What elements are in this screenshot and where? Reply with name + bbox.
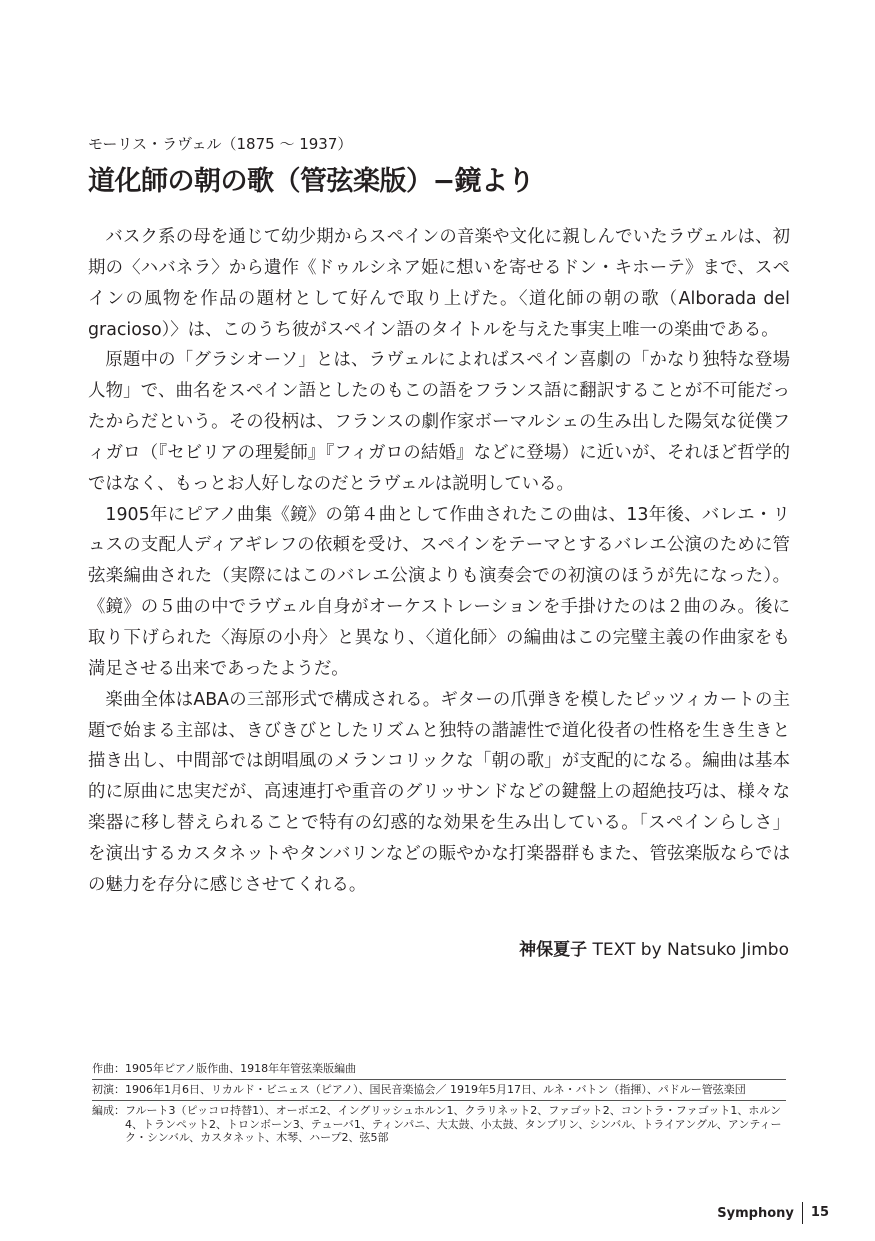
- journal-name: Symphony: [717, 1205, 794, 1221]
- page-number: 15: [802, 1202, 829, 1224]
- article-body: [88, 222, 790, 901]
- paragraph: 1905年にピアノ曲集《鏡》の第４曲として作曲されたこの曲は、13年後、バレエ・リュスの支配人ディアギレフの依頼を受け、スペインをテーマとするバレエ公演のために管弦楽編曲された（実際にはこのバレエ公演よりも演奏会での初演のほうが先になった）。《鏡》の５曲の中でラヴェル自身がオーケストレーションを手掛けたのは２曲のみ。後に取り下げられた〈海原の小舟〉と異なり、〈道化師〉の編曲はこの完璧主義の作曲家をも満足させる出来であったようだ。: [88, 504, 790, 679]
- info-label: 編成：: [92, 1104, 125, 1118]
- work-info: [92, 1059, 786, 1148]
- paragraph: 原題中の「グラシオーソ」とは、ラヴェルによればスペイン喜劇の「かなり独特な登場人物」で、曲名をスペイン語としたのもこの語をフランス語に翻訳することが不可能だったからだという。その役柄は、フランスの劇作家ボーマルシェの生み出した陽気な従僕フィガロ（『セビリアの理髪師』『フィガロの結婚』などに登場）に近いが、それほど哲学的ではなく、もっとお人好しなのだとラヴェルは説明している。: [88, 350, 790, 494]
- page-footer: [717, 1201, 829, 1225]
- author-name: 神保夏子: [519, 940, 588, 960]
- info-value: 1905年ピアノ版作曲、1918年年管弦楽版編曲: [125, 1062, 357, 1075]
- info-row-scoring: [92, 1101, 786, 1148]
- info-row-composed: [92, 1059, 786, 1080]
- author-credit: [519, 936, 789, 964]
- paragraph: 楽曲全体はABAの三部形式で構成される。ギターの爪弾きを模したピッツィカートの主題で始まる主部は、きびきびとしたリズムと独特の諧謔性で道化役者の性格を生き生きと描き出し、中間部では朗唱風のメランコリックな「朝の歌」が支配的になる。編曲は基本的に原曲に忠実だが、高速連打や重音のグリッサンドなどの鍵盤上の超絶技巧は、様々な楽器に移し替えられることで特有の幻惑的な効果を生み出している。「スペインらしさ」を演出するカスタネットやタンバリンなどの賑やかな打楽器群もまた、管弦楽版ならではの魅力を存分に感じさせてくれる。: [88, 689, 790, 895]
- composer-line: モーリス・ラヴェル（1875 〜 1937）: [88, 135, 353, 153]
- info-value: 1906年1月6日、リカルド・ビニェス（ピアノ）、国民音楽協会／ 1919年5月17日、ルネ・バトン（指揮）、パドルー管弦楽団: [125, 1083, 746, 1097]
- piece-title: 道化師の朝の歌（管弦楽版）−鏡より: [88, 166, 535, 197]
- info-label: 初演：: [92, 1083, 125, 1097]
- info-value: フルート3（ピッコロ持替1）、オーボエ2、イングリッシュホルン1、クラリネット2、ファゴット2、コントラ・ファゴット1、ホルン4、トランペット2、トロンボーン3、テューバ1、ティンパニ、大太鼓、小太鼓、タンブリン、シンバル、トライアングル、アンティーク・シンバル、カスタネット、木琴、ハープ2、弦5部: [125, 1104, 782, 1144]
- info-row-premiere: [92, 1080, 786, 1101]
- author-text: TEXT by Natsuko Jimbo: [592, 940, 789, 960]
- paragraph: バスク系の母を通じて幼少期からスペインの音楽や文化に親しんでいたラヴェルは、初期の〈ハバネラ〉から遺作《ドゥルシネア姫に想いを寄せるドン・キホーテ》まで、スペインの風物を作品の題材として好んで取り上げた。〈道化師の朝の歌（Alborada del gracioso）〉は、このうち彼がスペイン語のタイトルを与えた事実上唯一の楽曲である。: [88, 227, 790, 340]
- info-label: 作曲：: [92, 1062, 125, 1075]
